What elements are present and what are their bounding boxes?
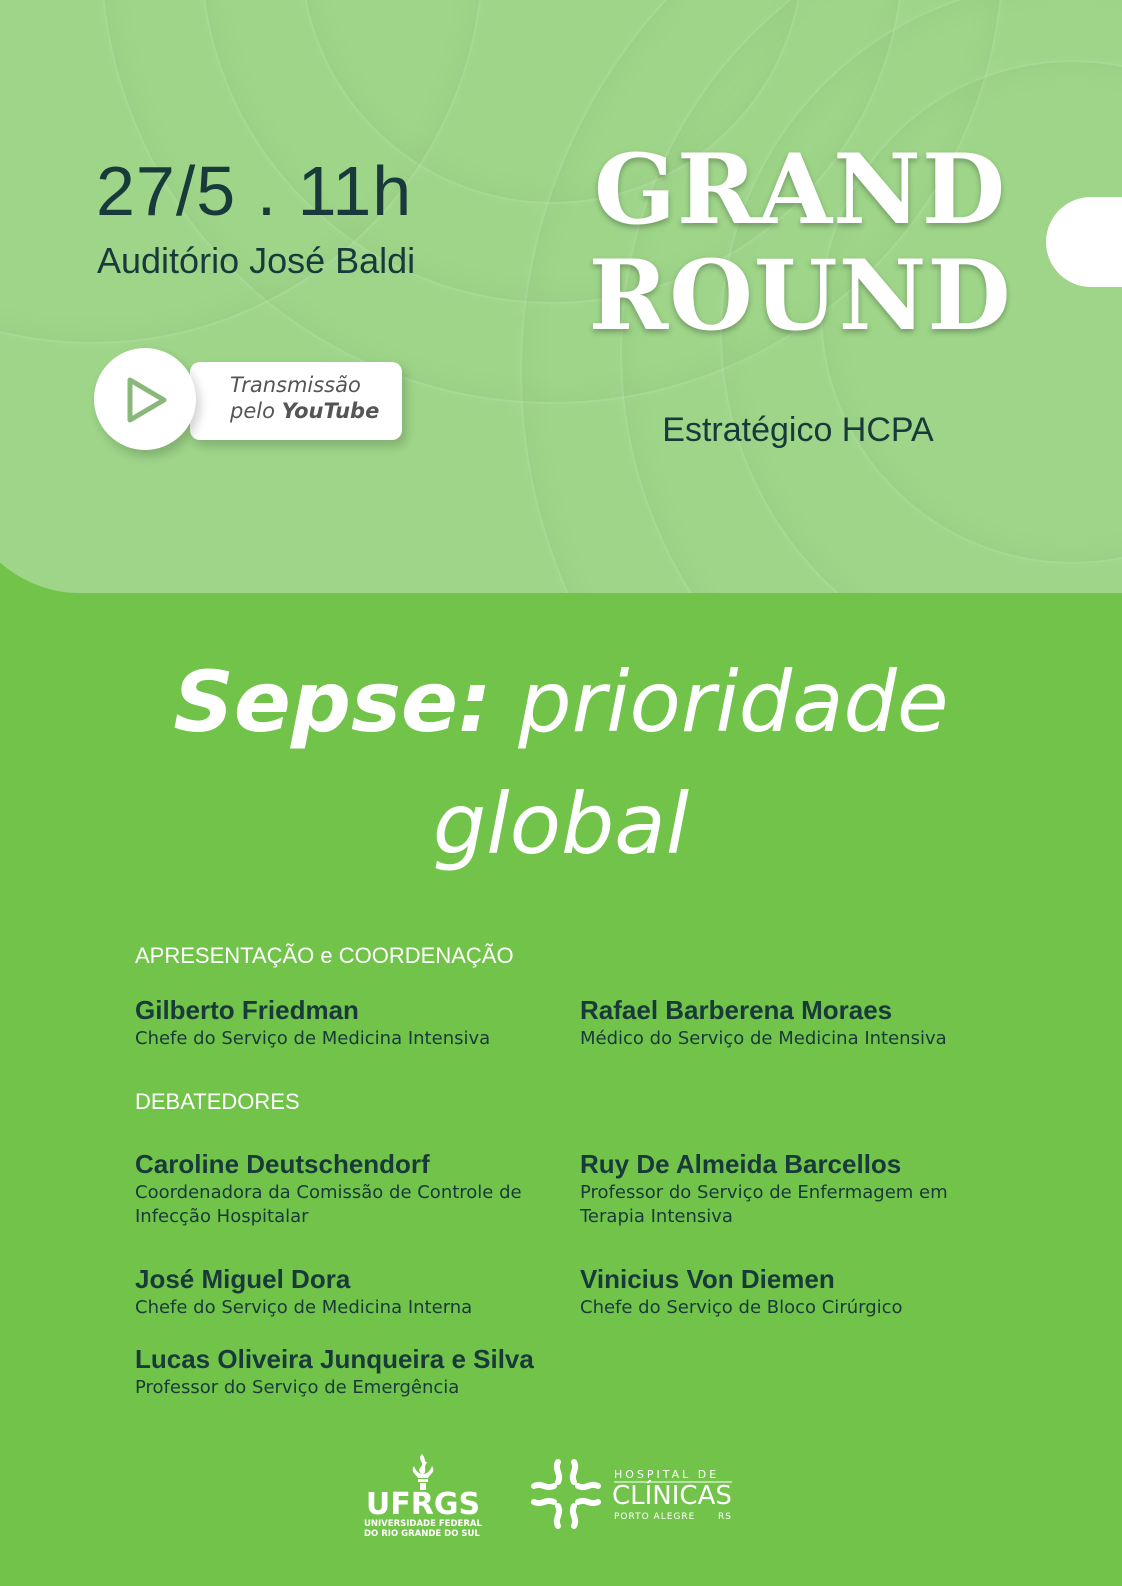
debater-role: Chefe do Serviço de Medicina Interna <box>135 1297 473 1318</box>
debater-role: Coordenadora da Comissão de Controle de Infecção Hospitalar <box>135 1182 522 1227</box>
ufrgs-line2: DO RIO GRANDE DO SUL <box>364 1529 480 1539</box>
ufrgs-logo <box>360 1452 486 1548</box>
talk-title-light: prioridade <box>491 653 949 751</box>
coordinator-role: Médico do Serviço de Medicina Intensiva <box>580 1028 947 1049</box>
stream-prefix: pelo <box>230 399 282 423</box>
series-title-line2: ROUND <box>588 239 1012 352</box>
debater-name: José Miguel Dora <box>135 1264 351 1294</box>
event-category: Estratégico HCPA <box>662 411 934 449</box>
hcpa-line3: PORTO ALEGRE <box>614 1512 696 1522</box>
ufrgs-wordmark: UFRGS <box>365 1487 481 1522</box>
hcpa-line2: CLÍNICAS <box>612 1481 732 1511</box>
coordinator-role: Chefe do Serviço de Medicina Intensiva <box>135 1028 491 1049</box>
coordinator-name: Rafael Barberena Moraes <box>580 995 893 1025</box>
stream-platform: YouTube <box>281 399 380 423</box>
talk-title <box>0 653 1122 751</box>
ufrgs-line1: UNIVERSIDADE FEDERAL <box>364 1519 482 1529</box>
play-icon <box>124 376 170 424</box>
talk-title-line2: global <box>432 775 690 873</box>
hcpa-line4: RS <box>718 1512 732 1522</box>
talk-title-bold: Sepse: <box>173 653 492 751</box>
debater-name: Ruy De Almeida Barcellos <box>580 1149 902 1179</box>
event-venue: Auditório José Baldi <box>97 240 416 281</box>
coordinator-name: Gilberto Friedman <box>135 995 359 1025</box>
section-debaters: DEBATEDORES <box>135 1089 300 1114</box>
hcpa-logo <box>528 1456 748 1536</box>
debater-role: Chefe do Serviço de Bloco Cirúrgico <box>580 1297 903 1318</box>
debater-role: Professor do Serviço de Enfermagem em Terapia Intensiva <box>580 1182 948 1227</box>
debater-role: Professor do Serviço de Emergência <box>135 1377 460 1398</box>
hcpa-line1: HOSPITAL DE <box>614 1468 720 1481</box>
play-button[interactable] <box>94 348 196 450</box>
debater-name: Lucas Oliveira Junqueira e Silva <box>135 1344 534 1374</box>
debater-name: Caroline Deutschendorf <box>135 1149 430 1179</box>
event-date-time: 27/5 . 11h <box>96 152 413 230</box>
debater-name: Vinicius Von Diemen <box>580 1264 835 1294</box>
section-coordination: APRESENTAÇÃO e COORDENAÇÃO <box>135 943 514 968</box>
series-title-line1: GRAND <box>593 133 1007 246</box>
stream-label-line1: Transmissão <box>230 373 361 397</box>
stream-label-line2 <box>230 401 379 422</box>
